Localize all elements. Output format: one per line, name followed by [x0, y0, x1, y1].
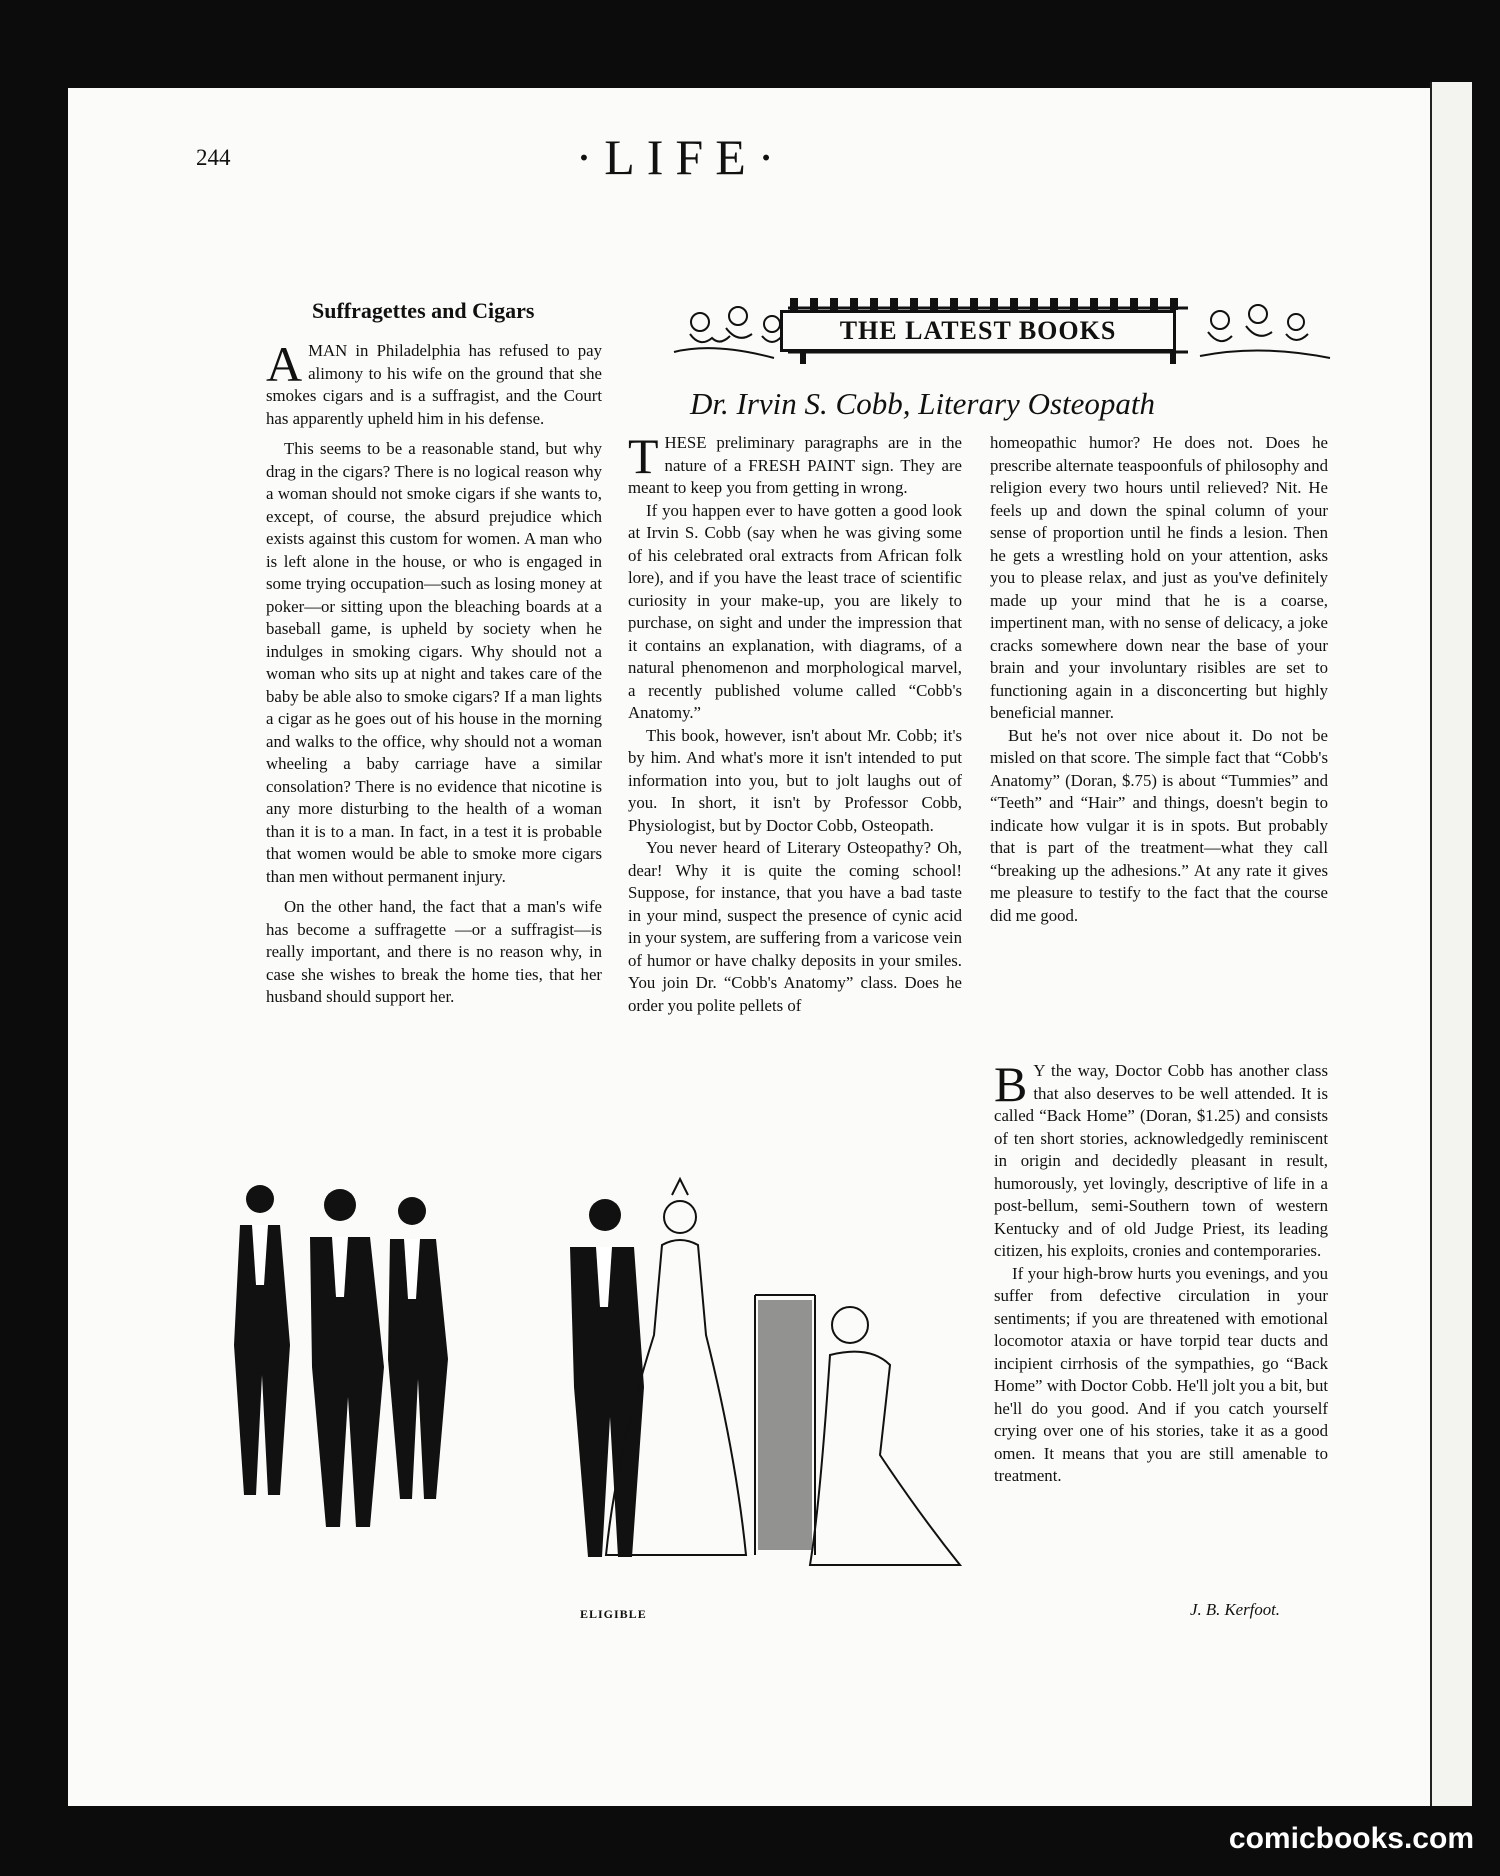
paragraph: If your high-brow hurts you evenings, and you suffer from defective circulation in your sentiments; if you are threatened with emotional locomotor ataxia or have torpid tear ducts and incipient cirrhosis of the sympathies, go “Back Home” with Doctor Cobb. He'll jolt you a bit, but he'll do you good. And if you catch yourself crying over one of his stories, take it as a good omen. It means that you are still amenable to treatment. — [994, 1263, 1328, 1485]
illustration-caption: ELIGIBLE — [580, 1607, 647, 1621]
masthead: ·LIFE· — [575, 129, 787, 185]
review-column-2-continued — [994, 1056, 1328, 1488]
drop-cap: B — [994, 1056, 1028, 1112]
left-article-body — [266, 336, 602, 1009]
drop-cap: A — [266, 336, 303, 392]
author-signature: J. B. Kerfoot. — [1190, 1600, 1280, 1619]
paragraph: MAN in Philadelphia has refused to pay alimony to his wife on the ground that she smokes cigars and is a suffragist, and the Court has apparently upheld him in his defense. — [266, 341, 602, 428]
review-title: Dr. Irvin S. Cobb, Literary Osteopath — [690, 386, 1155, 421]
paragraph: On the other hand, the fact that a man's wife has become a suffragette —or a suffragist—is really important, and there is no reason why, in case she wishes to break the home ties, that her husband should support her. — [266, 897, 602, 1006]
paragraph: If you happen ever to have gotten a good look at Irvin S. Cobb (say when he was giving some of his celebrated oral extracts from African folk lore), and if you have the least trace of scientific curiosity in your make-up, you are likely to purchase, on sight and under the impression that it contains an explanation, with diagrams, of a natural phenomenon and morphological marvel, a recently published volume called “Cobb's Anatomy.” — [628, 500, 962, 722]
paragraph: This seems to be a reasonable stand, but why drag in the cigars? There is no logical reason why a woman should not smoke cigars if she wants to, except, of course, the absurd prejudice which exists against this custom for women. A man who is left alone in the house, or who is engaged in some trying occupation—such as losing money at poker—or sitting upon the bleaching boards at a baseball game, is upheld by society when he indulges in smoking cigars. Why should not a woman who sits up at night and takes care of the baby be able also to smoke cigars? If a man lights a cigar as he goes out of his house in the morning and walks to the office, why should not a woman wheeling a baby carriage have a similar consolation? There is no evidence that nicotine is any more disturbing to the health of a woman than it is to a man. In fact, in a test it is probable that women would be able to smoke more cigars than men without permanent injury. — [266, 439, 602, 886]
paragraph: But he's not over nice about it. Do not be misled on that score. The simple fact that “Cobb's Anatomy” (Doran, $.75) is about “Tummies” and “Teeth” and “Hair” and things, doesn't begin to indicate how vulgar it is in spots. But probably that is part of the treatment—what they call “breaking up the adhesions.” At any rate it gives me pleasure to testify to the fact that the course did me good. — [990, 725, 1328, 925]
latest-books-banner — [660, 290, 1340, 372]
review-column-2 — [990, 432, 1328, 927]
review-column-1 — [628, 428, 962, 1017]
eligible-illustration — [210, 1175, 980, 1595]
left-article-title: Suffragettes and Cigars — [312, 298, 535, 323]
page-number: 244 — [196, 145, 231, 170]
formal-party-drawing — [210, 1175, 980, 1595]
banner-title: THE LATEST BOOKS — [780, 310, 1176, 352]
drop-cap: T — [628, 428, 659, 484]
paragraph: HESE preliminary paragraphs are in the nature of a FRESH PAINT sign. They are meant to keep you from getting in wrong. — [628, 433, 962, 497]
paragraph: Y the way, Doctor Cobb has another class that also deserves to be well attended. It is called “Back Home” (Doran, $1.25) and consists of ten short stories, acknowledgedly reminiscent in origin and decidedly pleasant in result, humorously, yet lovingly, descriptive of life in a post-bellum, semi-Southern town of western Kentucky and of old Judge Priest, its leading citizen, his exploits, cronies and contemporaries. — [994, 1061, 1328, 1260]
paragraph: This book, however, isn't about Mr. Cobb; it's by him. And what's more it isn't intended to put information into you, but to jolt laughs out of you. In short, it isn't by Professor Cobb, Physiologist, but by Doctor Cobb, Osteopath. — [628, 725, 962, 835]
site-watermark: comicbooks.com — [1228, 1822, 1474, 1855]
paragraph: homeopathic humor? He does not. Does he prescribe alternate teaspoonfuls of philosophy and religion every two hours until relieved? Nit. He feels up and down the spinal column of your sense of proportion until he finds a lesion. Then he gets a wrestling hold on your attention, asks you to please relax, and just as you've definitely made up your mind that he is a coarse, impertinent man, with no sense of delicacy, a joke cracks somewhere down near the base of your brain and your involuntary risibles are set to functioning again in a disconcerting but highly beneficial manner. — [990, 433, 1328, 722]
paragraph: You never heard of Literary Osteopathy? Oh, dear! Why it is quite the coming school! Suppose, for instance, that you have a bad taste in your mind, suspect the presence of cynic acid in your system, are suffering from a varicose vein of humor or have chalky deposits in your smiles. You join Dr. “Cobb's Anatomy” class. Does he order you polite pellets of — [628, 838, 962, 1015]
adjacent-page-edge — [1430, 82, 1472, 1806]
